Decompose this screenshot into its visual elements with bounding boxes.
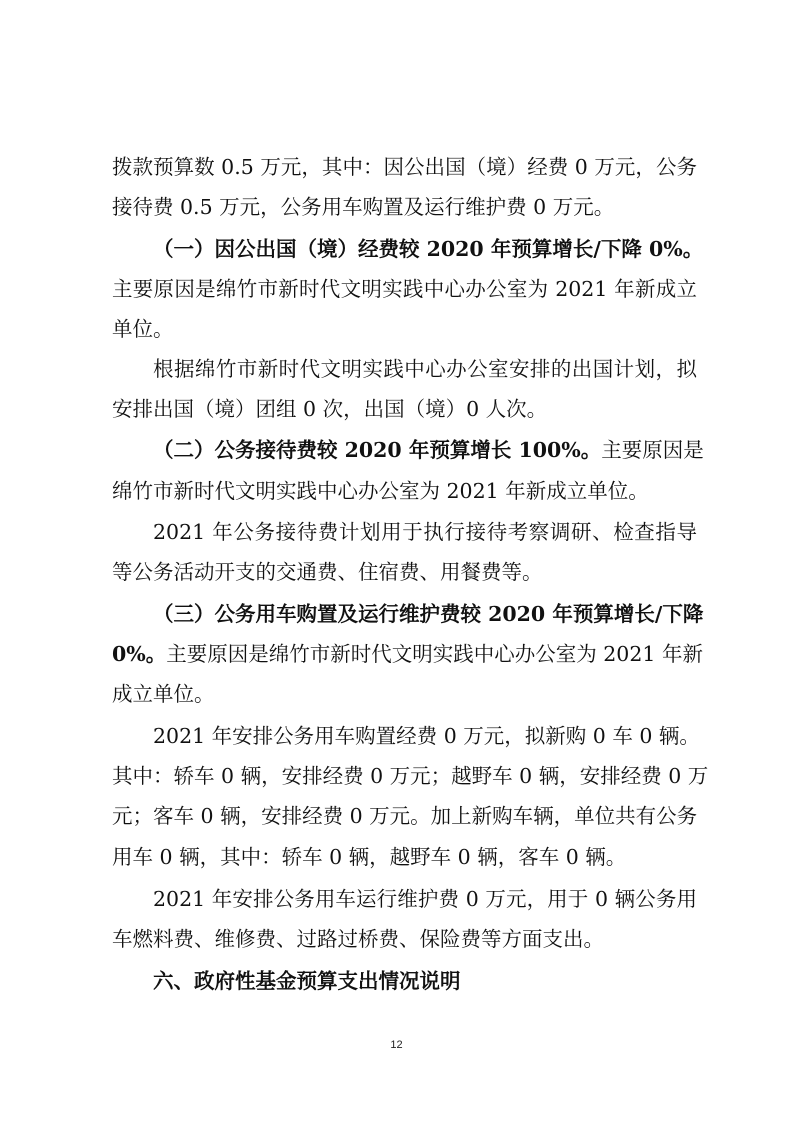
body-line-mixed [112, 634, 703, 674]
body-line: 其中：轿车 0 辆，安排经费 0 万元；越野车 0 辆，安排经费 0 万 [112, 764, 709, 788]
body-text: 主要原因是 [601, 438, 704, 462]
body-line: 接待费 0.5 万元，公务用车购置及运行维护费 0 万元。 [112, 195, 615, 219]
body-line: 成立单位。 [112, 682, 215, 706]
body-line: 2021 年公务接待费计划用于执行接待考察调研、检查指导 [153, 520, 697, 544]
body-line: 单位。 [112, 317, 174, 341]
body-line: 元；客车 0 辆，安排经费 0 万元。加上新购车辆，单位共有公务 [112, 804, 698, 828]
body-text: 主要原因是绵竹市新时代文明实践中心办公室为 2021 年新 [166, 642, 703, 666]
body-line: 车燃料费、维修费、过路过桥费、保险费等方面支出。 [112, 927, 604, 951]
body-line: 2021 年安排公务用车购置经费 0 万元，拟新购 0 车 0 辆。 [153, 724, 700, 748]
body-line: 安排出国（境）团组 0 次，出国（境）0 人次。 [112, 397, 548, 421]
section-title-6: 六、政府性基金预算支出情况说明 [153, 969, 461, 993]
body-line: 根据绵竹市新时代文明实践中心办公室安排的出国计划，拟 [153, 357, 697, 381]
body-line: 主要原因是绵竹市新时代文明实践中心办公室为 2021 年新成立 [112, 277, 697, 301]
body-line: 2021 年安排公务用车运行维护费 0 万元，用于 0 辆公务用 [153, 887, 697, 911]
section-heading-3-end: 0%。 [112, 642, 167, 666]
body-line-mixed [153, 430, 704, 470]
body-line: 等公务活动开支的交通费、住宿费、用餐费等。 [112, 560, 543, 584]
section-heading-1: （一）因公出国（境）经费较 2020 年预算增长/下降 0%。 [153, 237, 704, 261]
section-heading-3: （三）公务用车购置及运行维护费较 2020 年预算增长/下降 [153, 602, 704, 626]
section-heading-2: （二）公务接待费较 2020 年预算增长 100%。 [153, 438, 602, 462]
body-line: 用车 0 辆，其中：轿车 0 辆，越野车 0 辆，客车 0 辆。 [112, 845, 627, 869]
body-line: 绵竹市新时代文明实践中心办公室为 2021 年新成立单位。 [112, 479, 649, 503]
page-number: 12 [390, 1039, 403, 1051]
body-line: 拨款预算数 0.5 万元，其中：因公出国（境）经费 0 万元，公务 [112, 155, 697, 179]
